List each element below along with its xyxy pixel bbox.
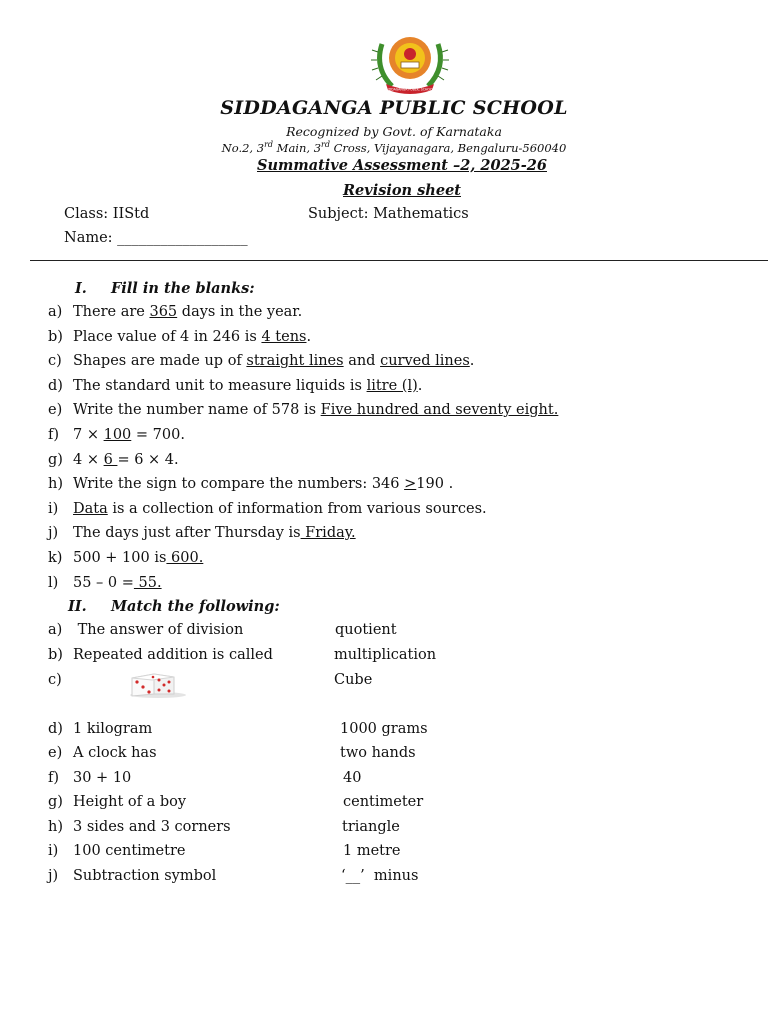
question-text: . xyxy=(469,353,475,370)
assessment-title: Summative Assessment –2, 2025-26 xyxy=(257,157,547,174)
fill-blank-item xyxy=(48,452,179,468)
match-left-text: Height of a boy xyxy=(73,794,187,810)
match-item xyxy=(48,843,185,859)
match-left-text: The answer of division xyxy=(73,622,244,638)
question-text: 500 + 100 is xyxy=(73,550,167,566)
svg-text:SIDDAGANGA PUBLIC SCHOOL: SIDDAGANGA PUBLIC SCHOOL xyxy=(385,87,435,92)
answer-text: Five hundred and seventy eight. xyxy=(320,402,559,419)
item-label: f) xyxy=(48,770,60,786)
question-text: = 700. xyxy=(131,427,185,443)
answer-text: Data xyxy=(73,500,108,517)
match-left-text: Subtraction symbol xyxy=(73,868,217,884)
question-text: days in the year. xyxy=(177,304,303,320)
item-label: h) xyxy=(48,819,63,835)
answer-text: > xyxy=(404,476,417,493)
question-text: . xyxy=(306,328,312,345)
match-right-text: centimeter xyxy=(343,794,424,810)
match-item xyxy=(48,745,157,761)
fill-blank-item xyxy=(48,353,474,369)
match-item xyxy=(48,868,216,884)
match-right-text: 40 xyxy=(343,770,362,786)
section-1-heading: I. Fill in the blanks: xyxy=(75,280,255,297)
fill-blank-item xyxy=(48,575,162,591)
school-name: SIDDAGANGA PUBLIC SCHOOL xyxy=(220,97,568,119)
question-text: = 6 × 4. xyxy=(117,451,179,468)
section-2-heading: II. Match the following: xyxy=(68,598,280,615)
item-label: e) xyxy=(48,402,63,419)
match-item xyxy=(48,721,152,737)
match-left-text: Repeated addition is called xyxy=(73,647,273,663)
match-right-text: quotient xyxy=(335,622,397,638)
match-item xyxy=(48,647,273,663)
question-text: 4 × xyxy=(73,451,104,468)
match-right-text: two hands xyxy=(340,745,416,761)
question-text: Place value of 4 in 246 is xyxy=(73,328,262,345)
fill-blank-item xyxy=(48,501,487,517)
question-text: is a collection of information from various sources. xyxy=(107,500,487,517)
dice-cube-icon xyxy=(128,670,188,698)
item-label: j) xyxy=(48,868,59,884)
item-label: c) xyxy=(48,672,62,688)
answer-text: 55. xyxy=(133,574,162,591)
item-label: h) xyxy=(48,476,63,493)
item-label: d) xyxy=(48,377,63,394)
match-item xyxy=(48,794,186,810)
fill-blank-item xyxy=(48,427,185,443)
name-field: Name: __________________ xyxy=(64,230,248,246)
fill-blank-item xyxy=(48,378,422,394)
match-left-text: 3 sides and 3 corners xyxy=(73,819,231,835)
question-text: The days just after Thursday is xyxy=(73,525,301,542)
answer-text: 6 xyxy=(103,451,118,468)
match-item xyxy=(48,819,231,835)
question-text: Write the sign to compare the numbers: 346 xyxy=(73,476,405,493)
fill-blank-item xyxy=(48,402,558,418)
match-right-text: Cube xyxy=(334,672,373,688)
match-item xyxy=(48,770,131,786)
item-label: l) xyxy=(48,574,59,591)
item-label: j) xyxy=(48,525,59,542)
match-right-text: multiplication xyxy=(334,647,437,663)
match-right-text: ‘__’ minus xyxy=(341,868,419,884)
answer-text: straight lines xyxy=(246,353,344,370)
item-label: g) xyxy=(48,794,63,810)
answer-text: 600. xyxy=(166,550,204,566)
question-text: The standard unit to measure liquids is xyxy=(73,377,367,394)
item-label: b) xyxy=(48,647,63,663)
item-label: k) xyxy=(48,550,63,566)
question-text: Write the number name of 578 is xyxy=(73,402,321,419)
answer-text: 365 xyxy=(149,304,178,320)
question-text: and xyxy=(343,353,381,370)
item-label: a) xyxy=(48,622,63,638)
item-label: b) xyxy=(48,328,63,345)
item-label: e) xyxy=(48,745,63,761)
match-left-text: 1 kilogram xyxy=(73,721,153,737)
match-right-text: 1000 grams xyxy=(340,721,428,737)
match-left-text: 30 + 10 xyxy=(73,770,132,786)
item-label: d) xyxy=(48,721,63,737)
answer-text: 4 tens xyxy=(261,328,307,345)
match-left-text: A clock has xyxy=(73,745,157,761)
question-text: There are xyxy=(73,304,150,320)
question-text: Shapes are made up of xyxy=(73,353,247,370)
class-field: Class: IIStd xyxy=(64,206,150,222)
fill-blank-item xyxy=(48,476,453,492)
item-label: g) xyxy=(48,451,63,468)
item-label: a) xyxy=(48,304,63,320)
question-text: 190 . xyxy=(416,476,454,493)
item-label: f) xyxy=(48,427,60,443)
fill-blank-item xyxy=(48,329,311,345)
fill-blank-item xyxy=(48,525,356,541)
item-label: c) xyxy=(48,353,62,370)
answer-text: 100 xyxy=(103,427,132,443)
item-label: i) xyxy=(48,500,59,517)
school-logo xyxy=(368,34,452,98)
answer-text: litre (l) xyxy=(366,377,418,394)
question-text: 7 × xyxy=(73,427,104,443)
question-text: . xyxy=(417,377,423,394)
subject-field: Subject: Mathematics xyxy=(308,206,469,222)
answer-text: curved lines xyxy=(380,353,470,370)
match-left-text: 100 centimetre xyxy=(73,843,186,859)
header-divider xyxy=(30,260,768,261)
fill-blank-item xyxy=(48,304,302,320)
recognition-text: Recognized by Govt. of Karnataka xyxy=(286,124,502,139)
item-label: i) xyxy=(48,843,59,859)
question-text: 55 – 0 = xyxy=(73,574,134,591)
sheet-title: Revision sheet xyxy=(343,182,461,199)
match-right-text: 1 metre xyxy=(343,843,401,859)
answer-text: Friday. xyxy=(300,525,356,542)
fill-blank-item xyxy=(48,550,203,566)
school-address: No.2, 3rd Main, 3rd Cross, Vijayanagara, Bengaluru-560040 xyxy=(221,140,567,155)
match-right-text: triangle xyxy=(342,819,400,835)
match-item xyxy=(48,672,73,688)
match-item xyxy=(48,622,243,638)
